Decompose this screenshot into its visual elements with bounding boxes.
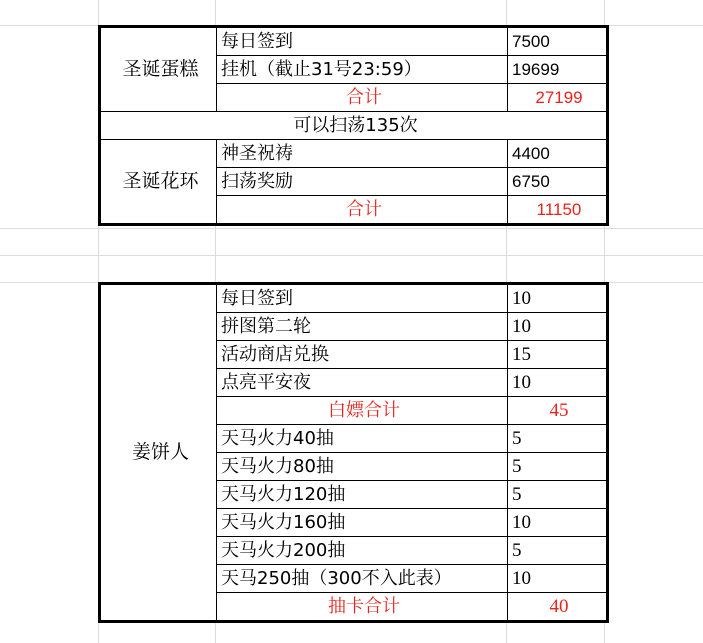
item-cell[interactable]: 天马火力120抽 bbox=[217, 481, 508, 509]
value-cell[interactable]: 10 bbox=[508, 509, 608, 537]
value-cell[interactable]: 10 bbox=[508, 369, 608, 397]
item-cell[interactable]: 天马250抽（300不入此表） bbox=[217, 565, 508, 593]
value-cell[interactable]: 15 bbox=[508, 341, 608, 369]
total-value[interactable]: 11150 bbox=[508, 196, 608, 225]
table-row bbox=[100, 112, 608, 140]
free-total-value[interactable]: 45 bbox=[508, 397, 608, 425]
total-value[interactable]: 27199 bbox=[508, 84, 608, 112]
value-cell[interactable]: 19699 bbox=[508, 56, 608, 84]
item-cell[interactable]: 挂机（截止31号23:59） bbox=[217, 56, 508, 84]
sweep-note[interactable]: 可以扫荡135次 bbox=[100, 112, 608, 140]
value-cell[interactable]: 4400 bbox=[508, 140, 608, 168]
item-cell[interactable]: 点亮平安夜 bbox=[217, 369, 508, 397]
value-cell[interactable]: 10 bbox=[508, 284, 608, 313]
table-row bbox=[100, 27, 608, 56]
total-label[interactable]: 合计 bbox=[217, 196, 508, 225]
value-cell[interactable]: 10 bbox=[508, 565, 608, 593]
value-cell[interactable]: 5 bbox=[508, 481, 608, 509]
category-wreath[interactable]: 圣诞花环 bbox=[100, 140, 217, 225]
draw-total-value[interactable]: 40 bbox=[508, 593, 608, 622]
item-cell[interactable]: 扫荡奖励 bbox=[217, 168, 508, 196]
value-cell[interactable]: 5 bbox=[508, 453, 608, 481]
item-cell[interactable]: 天马火力40抽 bbox=[217, 425, 508, 453]
value-cell[interactable]: 5 bbox=[508, 425, 608, 453]
category-gingerbread[interactable]: 姜饼人 bbox=[100, 284, 217, 622]
value-cell[interactable]: 7500 bbox=[508, 27, 608, 56]
item-cell[interactable]: 每日签到 bbox=[217, 284, 508, 313]
table-row bbox=[100, 140, 608, 168]
value-cell[interactable]: 6750 bbox=[508, 168, 608, 196]
free-total-label[interactable]: 白嫖合计 bbox=[217, 397, 508, 425]
item-cell[interactable]: 拼图第二轮 bbox=[217, 313, 508, 341]
table-row bbox=[100, 284, 608, 313]
total-label[interactable]: 合计 bbox=[217, 84, 508, 112]
value-cell[interactable]: 10 bbox=[508, 313, 608, 341]
item-cell[interactable]: 神圣祝祷 bbox=[217, 140, 508, 168]
item-cell[interactable]: 每日签到 bbox=[217, 27, 508, 56]
category-cake[interactable]: 圣诞蛋糕 bbox=[100, 27, 217, 112]
item-cell[interactable]: 天马火力80抽 bbox=[217, 453, 508, 481]
draw-total-label[interactable]: 抽卡合计 bbox=[217, 593, 508, 622]
christmas-items-table bbox=[98, 25, 609, 226]
item-cell[interactable]: 活动商店兑换 bbox=[217, 341, 508, 369]
item-cell[interactable]: 天马火力160抽 bbox=[217, 509, 508, 537]
item-cell[interactable]: 天马火力200抽 bbox=[217, 537, 508, 565]
gingerbread-table bbox=[98, 282, 609, 623]
value-cell[interactable]: 5 bbox=[508, 537, 608, 565]
